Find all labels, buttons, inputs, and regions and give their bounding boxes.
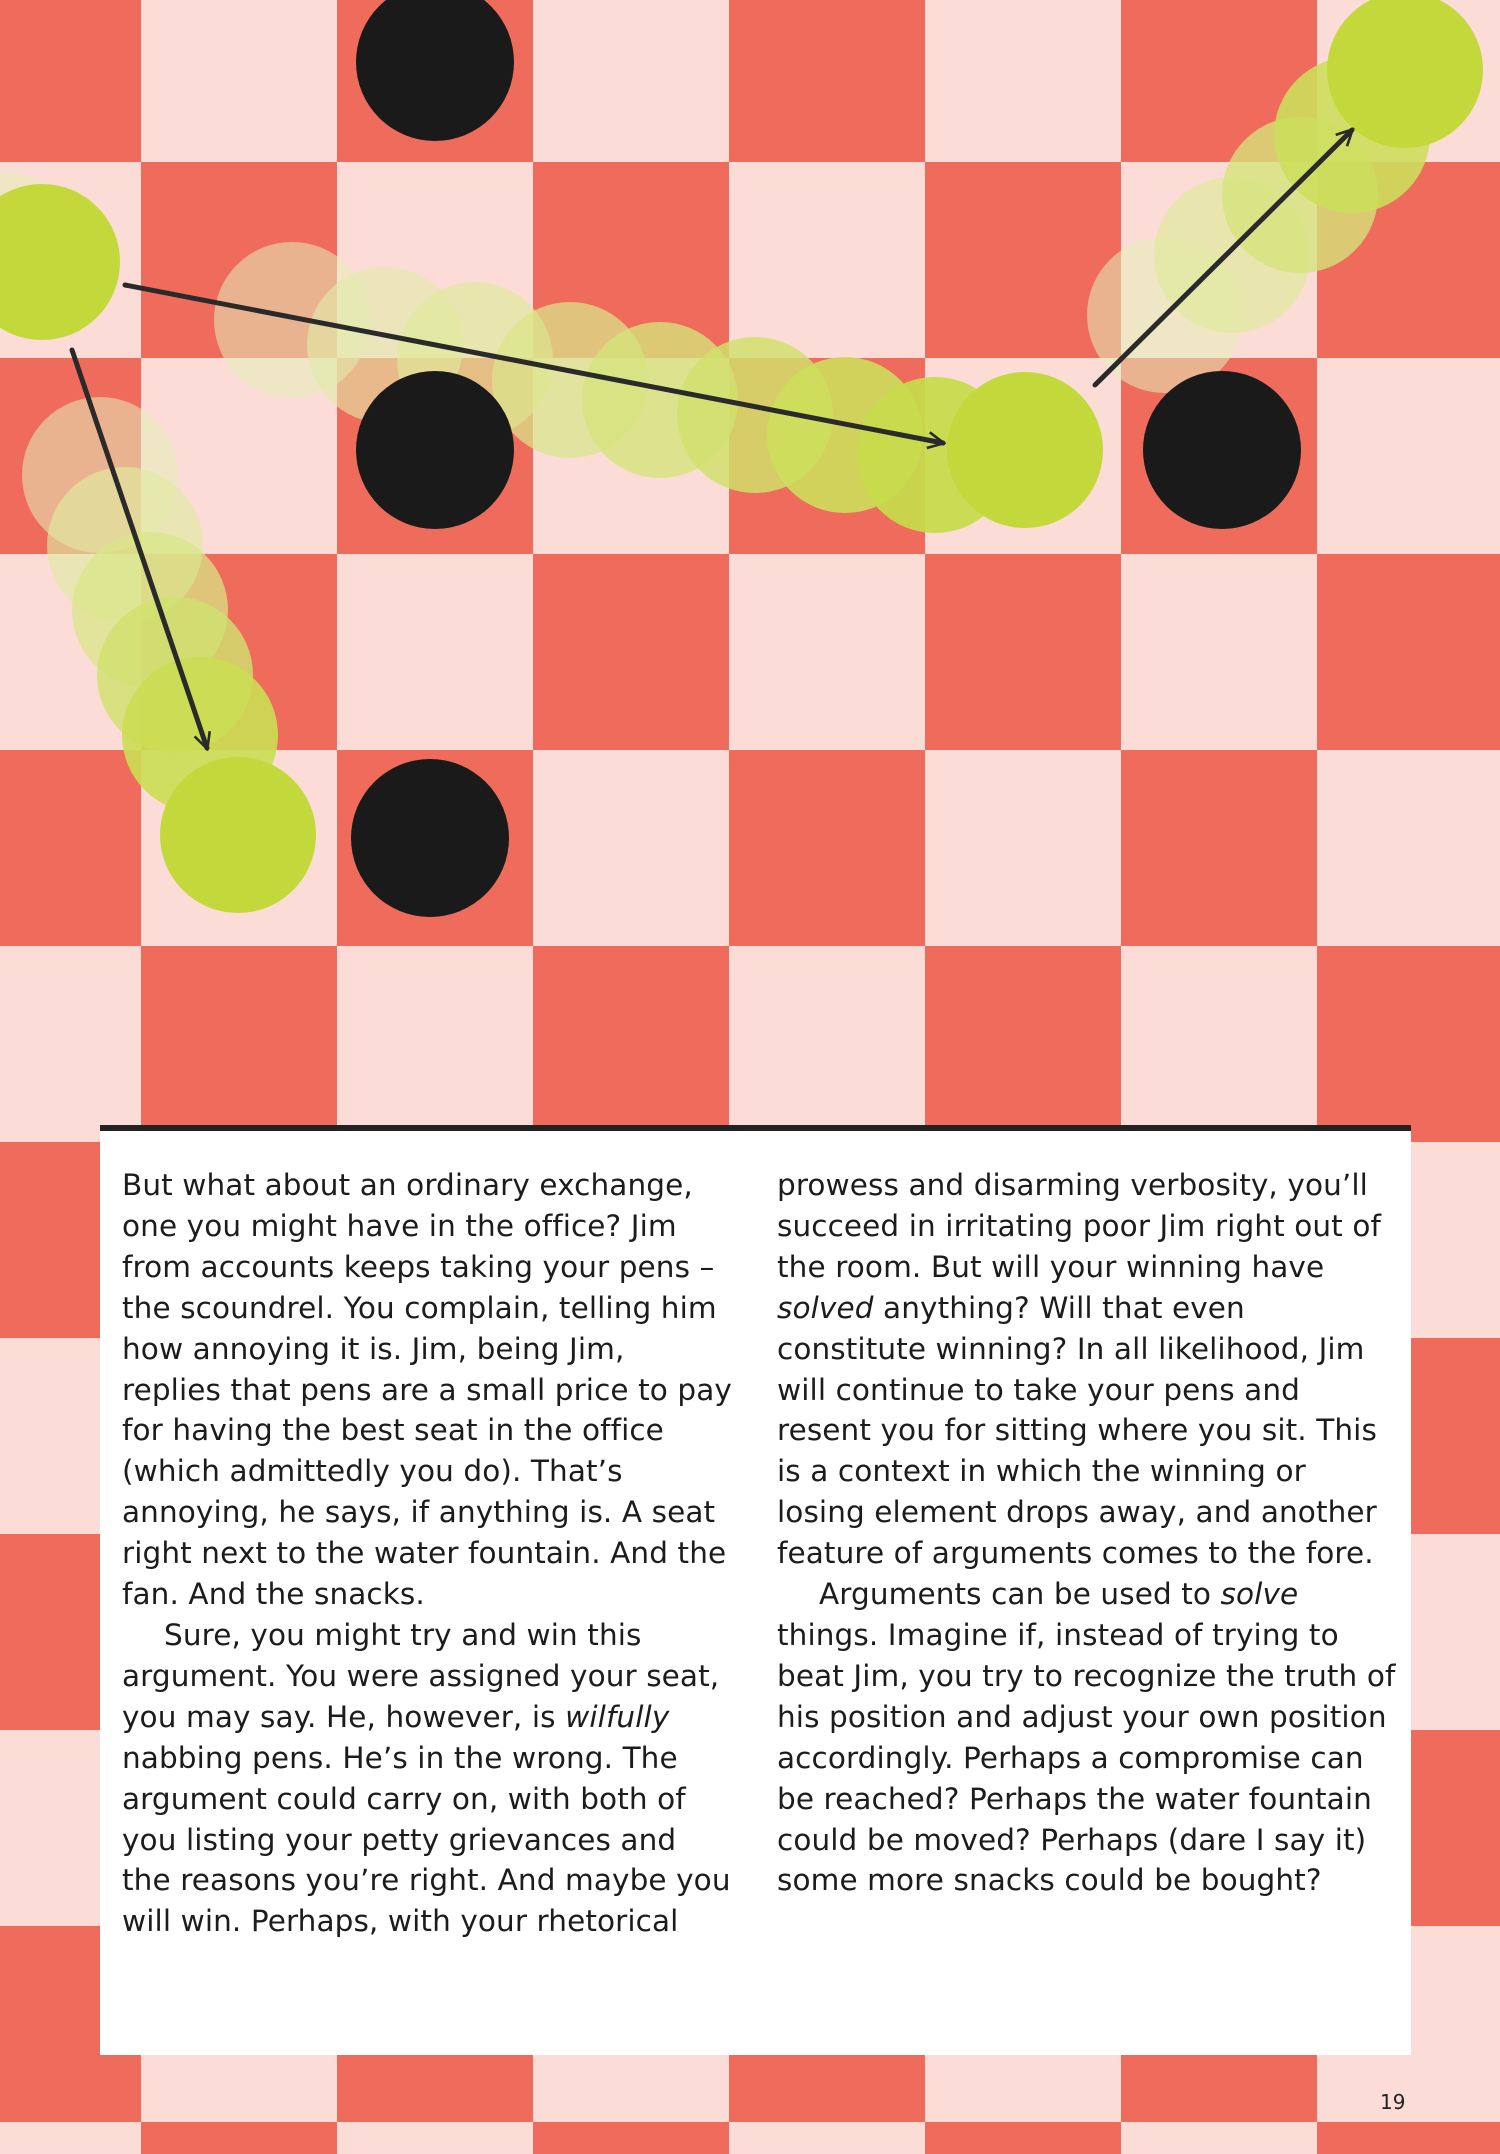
text-panel xyxy=(100,1125,1411,2055)
text-run: Arguments can be used to xyxy=(819,1577,1221,1612)
paragraph xyxy=(777,1574,1397,1901)
emphasis: wilfully xyxy=(565,1699,670,1734)
board-square xyxy=(141,2122,337,2154)
text-run: things. Imagine if, instead of trying to beat Jim, you try to recognize the truth of his position and adjust your own position accordingly. Perhaps a compromise can be reached? Perhaps the water fountain could be moved? Perhaps (dare I say it) some more snacks could be bought? xyxy=(777,1617,1396,1898)
text-column-left xyxy=(122,1165,732,1942)
board-square xyxy=(729,750,925,946)
board-square xyxy=(1317,554,1500,750)
black-piece xyxy=(351,759,509,917)
board-square xyxy=(729,0,925,162)
paragraph xyxy=(777,1165,1397,1574)
board-square xyxy=(1317,2122,1500,2154)
text-run: nabbing pens. He’s in the wrong. The argument could carry on, with both of you listing your petty grievances and the reasons you’re right. And maybe you will win. Perhaps, with your rhetorical xyxy=(122,1740,731,1939)
text-run: Sure, you might try and win this argument. You were assigned your seat, you may say. He, however, is xyxy=(122,1617,720,1734)
board-square xyxy=(925,946,1121,1142)
emphasis: solved xyxy=(777,1290,874,1325)
board-square xyxy=(0,750,141,946)
paragraph: But what about an ordinary exchange, one you might have in the office? Jim from accounts keeps taking your pens – the scoundrel. You complain, telling him how annoying it is. Jim, being Jim, replies that pens are a small price to pay for having the best seat in the office (which admittedly you do). That’s annoying, he says, if anything is. A seat right next to the water fountain. And the fan. And the snacks. xyxy=(122,1168,732,1612)
board-square xyxy=(533,2122,729,2154)
text-run: prowess and disarming verbosity, you’ll succeed in irritating poor Jim right out of the room. But will your winning have xyxy=(777,1168,1381,1284)
text-column-right xyxy=(777,1165,1397,1901)
green-piece-trail-circle xyxy=(160,757,316,913)
page-number: 19 xyxy=(1380,2090,1406,2114)
black-piece xyxy=(1143,371,1301,529)
board-square xyxy=(925,2122,1121,2154)
text-run: anything? Will that even constitute winning? In all likelihood, Jim will continue to take your pens and resent you for sitting where you sit. This is a context in which the winning or losing element drops away, and another feature of arguments comes to the fore. xyxy=(777,1290,1377,1571)
green-piece-trail-circle xyxy=(947,372,1103,528)
board-square xyxy=(533,554,729,750)
paragraph xyxy=(122,1615,732,1942)
board-square xyxy=(1121,750,1317,946)
board-square xyxy=(533,946,729,1142)
emphasis: solve xyxy=(1220,1577,1299,1612)
board-square xyxy=(0,0,141,162)
board-square xyxy=(1317,946,1500,1142)
board-square xyxy=(141,946,337,1142)
board-square xyxy=(925,554,1121,750)
black-piece xyxy=(356,371,514,529)
